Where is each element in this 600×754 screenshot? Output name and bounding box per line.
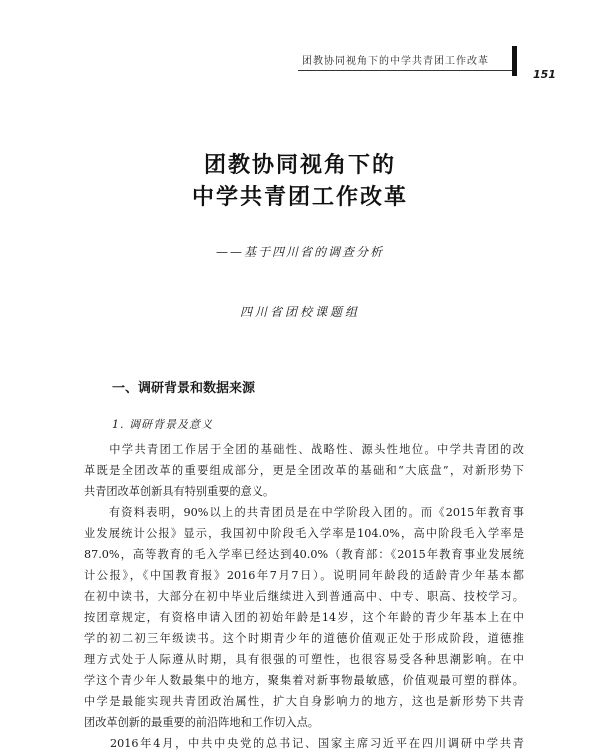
body-line: 2016年4月，中共中央党的总书记、国家主席习近平在四川调研中学共青 bbox=[84, 737, 524, 750]
article-title-line2: 中学共青团工作改革 bbox=[191, 185, 408, 210]
body-line: 学的初二初三年级读书。这个时期青少年的道德价值观正处于形成阶段，道德推 bbox=[84, 632, 524, 645]
section-heading: 一、调研背景和数据来源 bbox=[112, 381, 256, 396]
running-header: 团教协同视角下的中学共青团工作改革 bbox=[302, 56, 489, 67]
subsection-heading: 1. 调研背景及意义 bbox=[112, 418, 213, 431]
body-line: 87.0%，高等教育的毛入学率已经达到40.0%（教育部：《2015年教育事业发展统 bbox=[84, 548, 524, 561]
body-line: 共青团改革创新具有特别重要的意义。 bbox=[84, 485, 275, 498]
body-line: 有资料表明，90%以上的共青团员是在中学阶段入团的。而《2015年教育事 bbox=[84, 506, 524, 519]
body-line: 理方式处于人际遵从时期，具有很强的可塑性，也很容易受各种思潮影响。在中 bbox=[84, 653, 524, 666]
header-rule bbox=[298, 70, 512, 71]
body-line: 业发展统计公报》显示，我国初中阶段毛入学率是104.0%，高中阶段毛入学率是 bbox=[84, 527, 524, 540]
body-line: 革既是全团改革的重要组成部分，更是全团改革的基础和“大底盘”，对新形势下 bbox=[84, 464, 524, 477]
body-line: 在初中读书，大部分在初中毕业后继续进入到普通高中、中专、职高、技校学习。 bbox=[84, 590, 524, 603]
article-subtitle: ——基于四川省的调查分析 bbox=[215, 245, 384, 259]
header-bar bbox=[512, 46, 517, 76]
body-line: 中学共青团工作居于全团的基础性、战略性、源头性地位。中学共青团的改 bbox=[84, 443, 524, 456]
article-title-line1: 团教协同视角下的 bbox=[203, 153, 396, 178]
article-author: 四川省团校课题组 bbox=[239, 305, 360, 319]
body-line: 中学是最能实现共青团政治属性，扩大自身影响力的地方，这也是新形势下共青 bbox=[84, 695, 524, 708]
body-line: 计公报》，《中国教育报》2016年7月7日）。说明同年龄段的适龄青少年基本都 bbox=[84, 569, 524, 582]
body-line: 按团章规定，有资格申请入团的初始年龄是14岁，这个年龄的青少年基本上在中 bbox=[84, 611, 524, 624]
page-number: 151 bbox=[533, 68, 556, 81]
body-line: 学这个青少年人数最集中的地方，聚集着对新事物最敏感，价值观最可塑的群体。 bbox=[84, 674, 524, 687]
body-line: 团改革创新的最重要的前沿阵地和工作切入点。 bbox=[84, 716, 319, 729]
